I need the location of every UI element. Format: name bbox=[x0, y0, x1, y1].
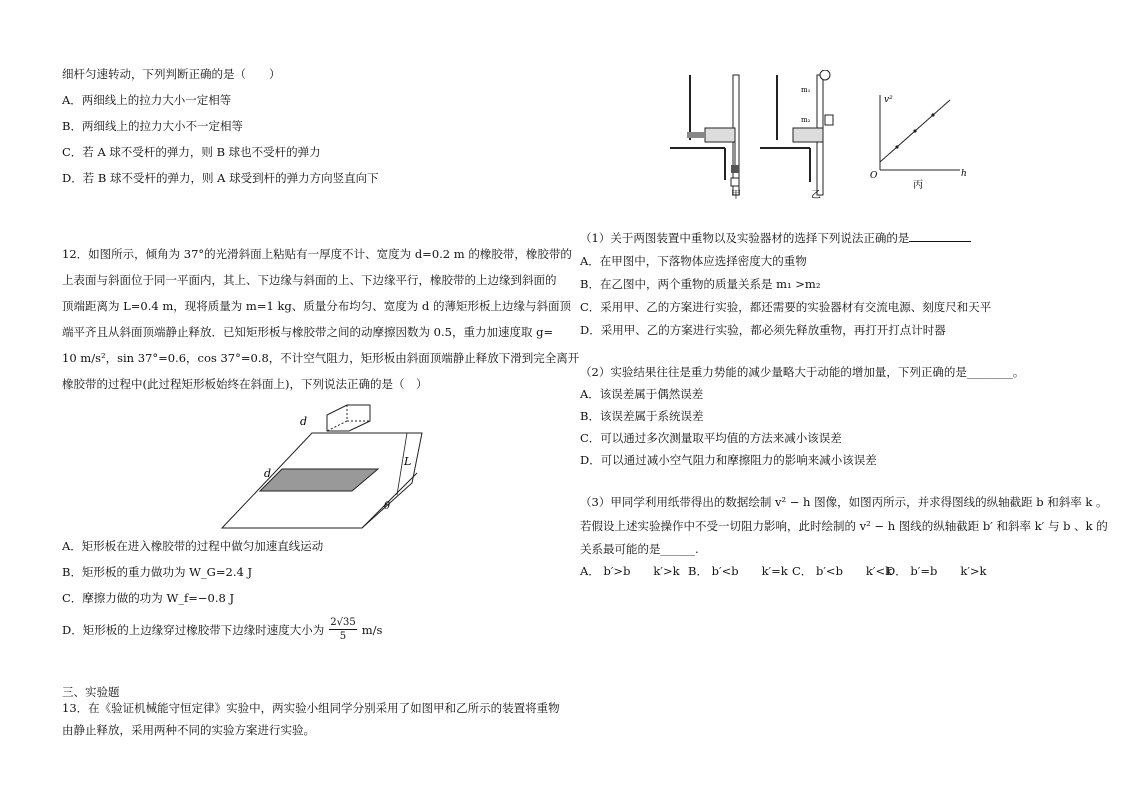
q12-stem-line: 橡胶带的过程中(此过程矩形板始终在斜面上)，下列说法正确的是（ ） bbox=[62, 377, 428, 391]
q12-option-d-prefix: D．矩形板的上边缘穿过橡胶带下边缘时速度大小为 bbox=[62, 622, 325, 637]
label-d-band: d bbox=[264, 467, 272, 480]
incline-figure bbox=[212, 403, 432, 533]
section-heading: 三、实验题 bbox=[62, 685, 120, 699]
q12-stem-line: 顶端距离为 L=0.4 m，现将质量为 m=1 kg、质量分布均匀、宽度为 d 的薄矩形板上边缘与斜面顶 bbox=[62, 299, 571, 313]
q3-line: 若假设上述实验操作中不受一切阻力影响，此时绘制的 v² − h 图线的纵轴截距 b′ 和斜率 k′ 与 b 、k 的 bbox=[580, 519, 1108, 533]
label-bing: 丙 bbox=[913, 180, 923, 191]
fraction-denominator: 5 bbox=[339, 631, 347, 642]
q1-head-text: （1）关于两图装置中重物以及实验器材的选择下列说法正确的是 bbox=[580, 231, 910, 245]
q11-option-a: A．两细线上的拉力大小一定相等 bbox=[62, 93, 232, 107]
q2-option-b: B．该误差属于系统误差 bbox=[580, 409, 704, 423]
apparatus-figure bbox=[665, 70, 1055, 200]
label-O: O bbox=[870, 171, 878, 181]
q3-option-b: B． b′<b k′=k bbox=[688, 564, 788, 578]
fraction bbox=[329, 616, 356, 643]
q11-option-c: C．若 A 球不受杆的弹力，则 B 球也不受杆的弹力 bbox=[62, 145, 321, 159]
q11-stem-tail: 细杆匀速转动，下列判断正确的是（ ） bbox=[62, 67, 281, 81]
q12-option-b: B．矩形板的重力做功为 W_G=2.4 J bbox=[62, 565, 253, 579]
q12-option-a: A．矩形板在进入橡胶带的过程中做匀加速直线运动 bbox=[62, 539, 324, 553]
q1-option-a: A．在甲图中，下落物体应选择密度大的重物 bbox=[580, 254, 807, 268]
q13-stem-line: 13．在《验证机械能守恒定律》实验中，两实验小组同学分别采用了如图甲和乙所示的装置将重物 bbox=[62, 701, 560, 715]
label-jia: 甲 bbox=[731, 190, 741, 200]
q11-option-d: D．若 B 球不受杆的弹力，则 A 球受到杆的弹力方向竖直向下 bbox=[62, 171, 379, 185]
q12-stem-line: 上表面与斜面位于同一平面内，其上、下边缘与斜面的上、下边缘平行，橡胶带的上边缘到斜面的 bbox=[62, 273, 557, 287]
label-m1: m₁ bbox=[801, 86, 811, 94]
q2-option-c: C．可以通过多次测量取平均值的方法来减小该误差 bbox=[580, 431, 842, 445]
q12-option-c: C．摩擦力做的功为 W_f=−0.8 J bbox=[62, 591, 235, 605]
q2-head: （2）实验结果往往是重力势能的减少量略大于动能的增加量，下列正确的是________。 bbox=[580, 365, 1025, 379]
q12-stem-line: 10 m/s²，sin 37°=0.6，cos 37°=0.8，不计空气阻力，矩形板由斜面顶端静止释放下滑到完全离开 bbox=[62, 351, 580, 365]
q12-stem-line: 端平齐且从斜面顶端静止释放．已知矩形板与橡胶带之间的动摩擦因数为 0.5，重力加速度取 g= bbox=[62, 325, 554, 339]
q1-option-d: D．采用甲、乙的方案进行实验，都必须先释放重物，再打开打点计时器 bbox=[580, 323, 946, 337]
label-h: h bbox=[961, 169, 967, 179]
q3-line: （3）甲同学利用纸带得出的数据绘制 v² − h 图像，如图丙所示，并求得图线的纵轴截距 b 和斜率 k 。 bbox=[580, 495, 1108, 509]
label-yi: 乙 bbox=[811, 190, 821, 200]
label-L: L bbox=[404, 455, 412, 468]
q13-stem-line: 由静止释放，采用两种不同的实验方案进行实验。 bbox=[62, 723, 315, 737]
q3-line: 关系最可能的是______. bbox=[580, 542, 699, 556]
answer-blank bbox=[909, 231, 971, 242]
q3-option-c: C． b′<b k′<k bbox=[792, 564, 893, 578]
q2-option-d: D．可以通过减小空气阻力和摩擦阻力的影响来减小该误差 bbox=[580, 453, 877, 467]
label-theta: θ bbox=[384, 501, 391, 512]
q12-option-d bbox=[62, 616, 382, 643]
label-m2: m₂ bbox=[801, 116, 811, 124]
fraction-numerator: 2√35 bbox=[330, 617, 356, 628]
q3-option-a: A． b′>b k′>k bbox=[580, 564, 680, 578]
q3-option-d: D． b′=b k′>k bbox=[886, 564, 987, 578]
q12-stem-line: 12．如图所示，倾角为 37°的光滑斜面上粘贴有一厚度不计、宽度为 d=0.2 m 的橡胶带，橡胶带的 bbox=[62, 247, 572, 261]
label-d-top: d bbox=[300, 415, 308, 428]
q11-option-b: B．两细线上的拉力大小不一定相等 bbox=[62, 119, 243, 133]
q2-option-a: A．该误差属于偶然误差 bbox=[580, 387, 704, 401]
q1-option-b: B．在乙图中，两个重物的质量关系是 m₁ >m₂ bbox=[580, 277, 821, 291]
q1-head bbox=[580, 230, 971, 246]
q12-option-d-unit: m/s bbox=[361, 622, 383, 637]
label-v2: v² bbox=[884, 95, 893, 105]
q1-option-c: C．采用甲、乙的方案进行实验，都还需要的实验器材有交流电源、刻度尺和天平 bbox=[580, 300, 992, 314]
